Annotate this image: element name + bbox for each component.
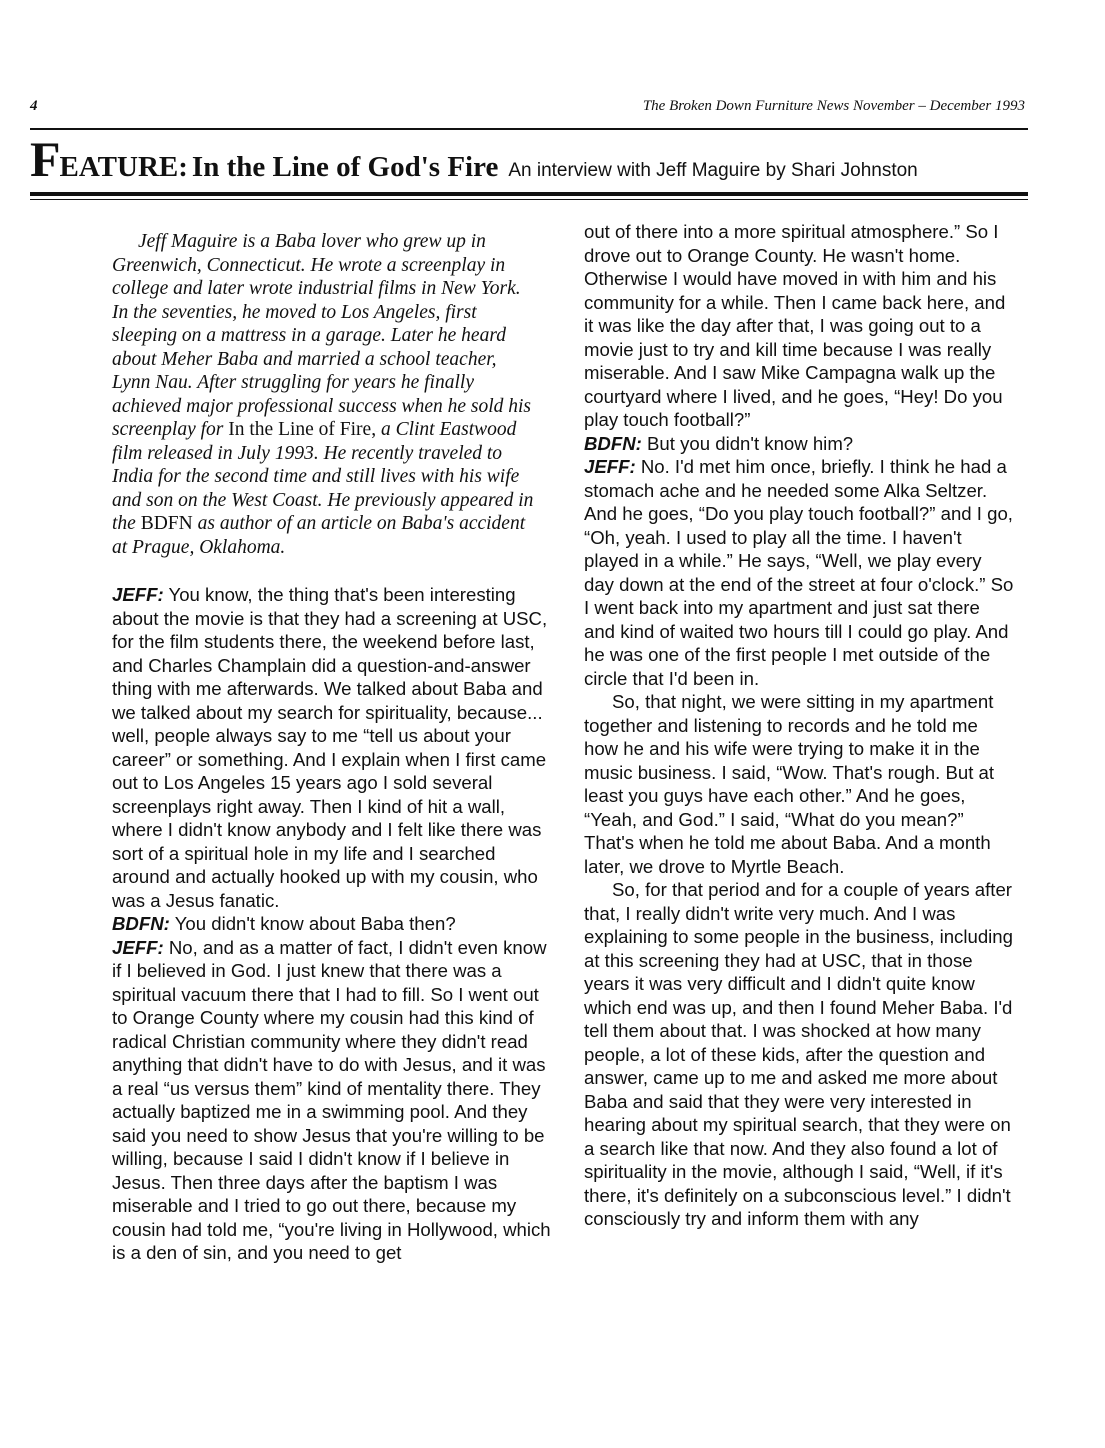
feature-title: In the Line of God's Fire xyxy=(191,151,499,183)
paragraph-text: No. I'd met him once, briefly. I think he had a stomach ache and he needed some Alka Seltzer. And he goes, “Do you play touch football?” and I go, “Oh, yeah. I used to play all the time. I haven't played in a while.” He says, “Well, we play every day down at the end of the street at four o'clock.” So I went back into my apartment and just sat there and kind of waited two hours till I could go play. And he was one of the first people I met outside of the circle that I'd been in. xyxy=(584,456,1014,689)
right-column xyxy=(584,220,1016,1231)
speaker-label: JEFF: xyxy=(112,584,164,605)
feature-label: EATURE: xyxy=(59,151,188,183)
intro-text-3: as author of an article on Baba's accident at Prague, Oklahoma. xyxy=(112,513,526,558)
right-paragraphs xyxy=(584,220,1016,1231)
publication-title: The Broken Down Furniture News November – December 1993 xyxy=(642,98,1025,114)
speaker-label: BDFN: xyxy=(584,432,642,454)
intro-text-2: a Clint Eastwood film released in July 1993. He recently traveled to India for the second time and still lives with his wife and son on the West Coast. He previously appeared in the xyxy=(112,419,534,534)
running-header xyxy=(30,98,1025,124)
speaker-label: JEFF: xyxy=(112,936,164,958)
paragraph xyxy=(112,912,552,936)
paragraph xyxy=(112,936,552,1265)
paragraph-text: out of there into a more spiritual atmosphere.” So I drove out to Orange County. He wasn't home. Otherwise I would have moved in with him and his community for a while. Then I came back here, and it was like the day after that, I was going out to a movie just to try and kill time because I was really miserable. And I saw Mike Campagna walk up the courtyard where I lived, and he goes, “Hey! Do you play touch football?” xyxy=(584,221,1006,430)
paragraph xyxy=(584,220,1016,432)
feature-initial: F xyxy=(30,131,60,187)
header-rule xyxy=(30,128,1028,130)
paragraph xyxy=(584,455,1016,690)
paragraph xyxy=(584,690,1016,878)
left-column xyxy=(112,220,552,1265)
intro-blurb xyxy=(112,230,552,559)
paragraph xyxy=(584,878,1016,1231)
paragraph-text: But you didn't know him? xyxy=(647,432,854,454)
paragraph xyxy=(584,432,1016,456)
publication-abbrev: BDFN xyxy=(140,513,193,534)
feature-byline: An interview with Jeff Maguire by Shari Johnston xyxy=(508,160,918,181)
paragraph-text: You didn't know about Baba then? xyxy=(174,913,456,934)
speaker-label: BDFN: xyxy=(112,913,170,934)
page-number: 4 xyxy=(30,98,38,114)
speaker-label: JEFF: xyxy=(584,456,636,477)
paragraph-text: You know, the thing that's been interesting about the movie is that they had a screening at USC, for the film students there, the weekend before last, and Charles Champlain did a question-and-answer thing with me afterwards. We talked about Baba and we talked about my search for spirituality, because... well, people always say to me “tell us about your career” or something. And I explain when I first came out to Los Angeles 15 years ago I sold several screenplays right away. Then I kind of hit a wall, where I didn't know anybody and I felt like there was sort of a spiritual hole in my life and I searched around and actually hooked up with my cousin, who was a Jesus fanatic. xyxy=(112,584,548,911)
paragraph-text: No, and as a matter of fact, I didn't even know if I believed in God. I just knew that there was a spiritual vacuum there that I had to fill. So I went out to Orange County where my cousin had this kind of radical Christian community where they didn't read anything that didn't have to do with Jesus, and it was a real “us versus them” kind of mentality there. They actually baptized me in a swimming pool. And they said you need to show Jesus that you're willing to be willing, because I said I didn't know if I believe in Jesus. Then three days after the baptism I was miserable and I tried to go out there, because my cousin had told me, “you're living in Hollywood, which is a den of sin, and you need to get xyxy=(112,936,551,1263)
heading-double-rule xyxy=(30,192,1028,200)
intro-text-1: Jeff Maguire is a Baba lover who grew up in Greenwich, Connecticut. He wrote a screenplay in college and later wrote industrial films in New York. In the seventies, he moved to Los Angeles, first sleeping on a mattress in a garage. Later he heard about Meher Baba and married a school teacher, Lynn Nau. After struggling for years he finally achieved major professional success when he sold his screenplay for xyxy=(112,231,532,440)
paragraph-text: So, for that period and for a couple of years after that, I really didn't write very much. And I was explaining to some people in the business, including at this screening they had at USC, that in those years it was very difficult and I didn't quite know which end was up, and then I found Meher Baba. I'd tell them about that. I was shocked at how many people, a lot of these kids, after the question and answer, came up to me and asked me more about Baba and said that they were very interested in hearing about my spiritual search, that they were on a search like that now. And they also found a lot of spirituality in the movie, although I said, “Well, if it's there, it's definitely on a subconscious level.” I didn't consciously try and inform them with any xyxy=(584,879,1013,1229)
paragraph-text: So, that night, we were sitting in my apartment together and listening to records and he told me how he and his wife were trying to make it in the music business. I said, “Wow. That's rough. But at least you guys have each other.” And he goes, “Yeah, and God.” I said, “What do you mean?” That's when he told me about Baba. And a month later, we drove to Myrtle Beach. xyxy=(584,691,995,877)
film-title: In the Line of Fire, xyxy=(228,419,377,440)
left-paragraphs xyxy=(112,583,552,1265)
paragraph xyxy=(112,583,552,912)
feature-heading xyxy=(30,131,1030,190)
